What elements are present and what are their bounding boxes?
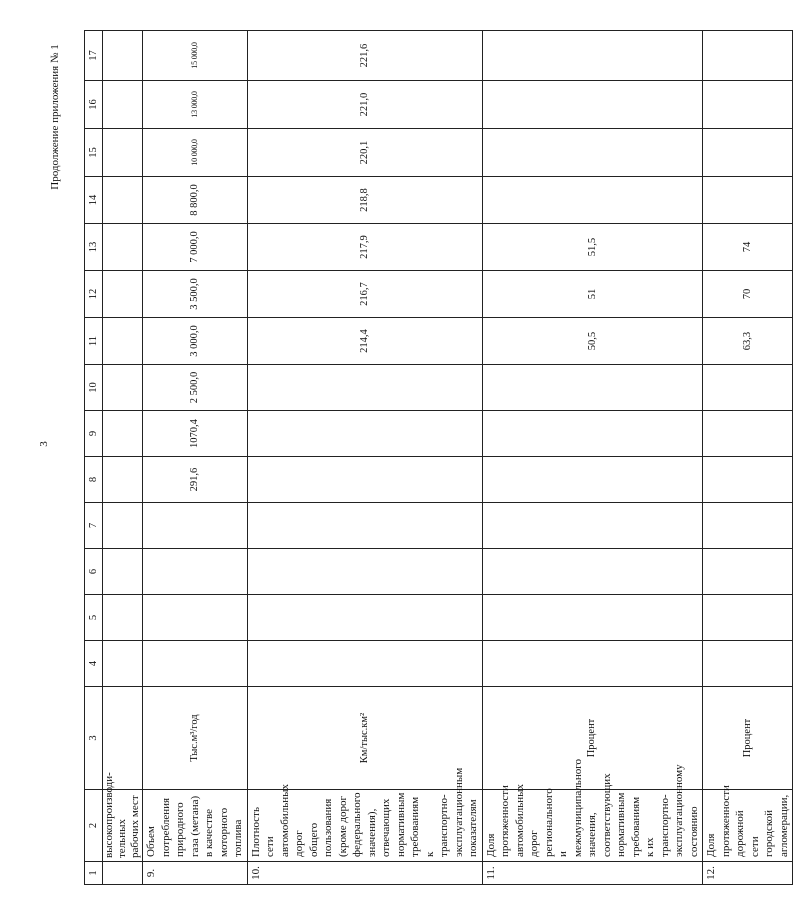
indicator-name: Доля протяженности дорожной сети городской агломерации, bbox=[703, 790, 793, 862]
value-cell: 3 500,0 bbox=[143, 271, 248, 318]
row-number: 11. bbox=[482, 862, 703, 885]
value-cell bbox=[103, 411, 143, 457]
value-cell bbox=[482, 411, 703, 457]
header-cell: 2 bbox=[85, 790, 103, 862]
value-cell bbox=[482, 457, 703, 503]
value-cell bbox=[703, 549, 793, 595]
value-cell bbox=[103, 549, 143, 595]
value-cell: 7 000,0 bbox=[143, 224, 248, 271]
value-cell bbox=[482, 549, 703, 595]
row-number: 10. bbox=[247, 862, 482, 885]
value-cell bbox=[103, 318, 143, 365]
value-cell: 291,6 bbox=[143, 457, 248, 503]
value-cell: 221,6 bbox=[247, 31, 482, 81]
value-cell bbox=[247, 365, 482, 411]
value-cell bbox=[103, 177, 143, 224]
value-cell: 15 000,0 bbox=[143, 31, 248, 81]
value-cell: 218,8 bbox=[247, 177, 482, 224]
header-cell: 12 bbox=[85, 271, 103, 318]
value-cell bbox=[103, 31, 143, 81]
unit-cell: Процент bbox=[482, 687, 703, 790]
indicator-name: Объем потребления природного газа (метана) в качестве моторного топлива bbox=[143, 790, 248, 862]
indicator-name: Плотность сети автомобильных дорог общего пользования (кроме дорог федерального значения), отвечающих нормативным требованиям к транспортно-эксплуатационным показателям bbox=[247, 790, 482, 862]
value-cell bbox=[247, 641, 482, 687]
value-cell: 50,5 bbox=[482, 318, 703, 365]
value-cell bbox=[703, 365, 793, 411]
data-table bbox=[84, 30, 793, 885]
value-cell bbox=[703, 457, 793, 503]
value-cell bbox=[247, 503, 482, 549]
header-cell: 14 bbox=[85, 177, 103, 224]
header-cell: 3 bbox=[85, 687, 103, 790]
value-cell: 214,4 bbox=[247, 318, 482, 365]
value-cell bbox=[247, 549, 482, 595]
header-cell: 6 bbox=[85, 549, 103, 595]
appendix-caption: Продолжение приложения № 1 bbox=[49, 44, 61, 190]
value-cell bbox=[103, 641, 143, 687]
value-cell: 221,0 bbox=[247, 81, 482, 129]
value-cell: 3 000,0 bbox=[143, 318, 248, 365]
header-cell: 5 bbox=[85, 595, 103, 641]
value-cell: 51 bbox=[482, 271, 703, 318]
indicator-name: высокопроизводи-тельных рабочих мест bbox=[103, 790, 143, 862]
value-cell: 51,5 bbox=[482, 224, 703, 271]
value-cell bbox=[103, 595, 143, 641]
value-cell: 1070,4 bbox=[143, 411, 248, 457]
row-number: 9. bbox=[143, 862, 248, 885]
value-cell: 216,7 bbox=[247, 271, 482, 318]
value-cell bbox=[482, 129, 703, 177]
table-row bbox=[703, 31, 793, 885]
value-cell bbox=[703, 595, 793, 641]
value-cell bbox=[703, 81, 793, 129]
value-cell bbox=[103, 81, 143, 129]
table-row bbox=[103, 31, 143, 885]
header-cell: 8 bbox=[85, 457, 103, 503]
value-cell bbox=[482, 31, 703, 81]
value-cell bbox=[143, 549, 248, 595]
value-cell bbox=[103, 129, 143, 177]
value-cell bbox=[247, 457, 482, 503]
value-cell bbox=[482, 503, 703, 549]
header-cell: 17 bbox=[85, 31, 103, 81]
value-cell: 10 000,0 bbox=[143, 129, 248, 177]
value-cell: 74 bbox=[703, 224, 793, 271]
header-cell: 7 bbox=[85, 503, 103, 549]
header-cell: 10 bbox=[85, 365, 103, 411]
value-cell: 8 800,0 bbox=[143, 177, 248, 224]
value-cell bbox=[103, 365, 143, 411]
header-cell: 11 bbox=[85, 318, 103, 365]
header-cell: 15 bbox=[85, 129, 103, 177]
value-cell bbox=[703, 129, 793, 177]
value-cell bbox=[703, 411, 793, 457]
unit-cell: Км/тыс.км² bbox=[247, 687, 482, 790]
value-cell: 13 000,0 bbox=[143, 81, 248, 129]
table-container bbox=[84, 30, 790, 885]
unit-cell: Процент bbox=[703, 687, 793, 790]
value-cell bbox=[703, 177, 793, 224]
table-row bbox=[482, 31, 703, 885]
table-row bbox=[143, 31, 248, 885]
row-number bbox=[103, 862, 143, 885]
value-cell bbox=[103, 503, 143, 549]
value-cell: 217,9 bbox=[247, 224, 482, 271]
header-cell: 4 bbox=[85, 641, 103, 687]
value-cell bbox=[703, 31, 793, 81]
value-cell bbox=[482, 595, 703, 641]
value-cell: 70 bbox=[703, 271, 793, 318]
value-cell bbox=[103, 457, 143, 503]
value-cell bbox=[143, 641, 248, 687]
value-cell bbox=[103, 224, 143, 271]
value-cell: 2 500,0 bbox=[143, 365, 248, 411]
value-cell bbox=[482, 81, 703, 129]
header-cell: 9 bbox=[85, 411, 103, 457]
value-cell: 63,3 bbox=[703, 318, 793, 365]
table-row bbox=[247, 31, 482, 885]
value-cell bbox=[703, 641, 793, 687]
value-cell bbox=[482, 641, 703, 687]
page-number: 3 bbox=[38, 441, 50, 447]
value-cell bbox=[482, 365, 703, 411]
indicator-name: Доля протяженности автомобильных дорог регионального и межмуниципального значения, соответствующих нормативным требованиям к их транспортно-эксплуатационному состоянию bbox=[482, 790, 703, 862]
value-cell: 220,1 bbox=[247, 129, 482, 177]
unit-cell: Тыс.м³/год bbox=[143, 687, 248, 790]
header-cell: 1 bbox=[85, 862, 103, 885]
value-cell bbox=[103, 271, 143, 318]
value-cell bbox=[143, 595, 248, 641]
value-cell bbox=[247, 411, 482, 457]
row-number: 12. bbox=[703, 862, 793, 885]
table-header-row bbox=[85, 31, 103, 885]
value-cell bbox=[703, 503, 793, 549]
value-cell bbox=[247, 595, 482, 641]
header-cell: 16 bbox=[85, 81, 103, 129]
header-cell: 13 bbox=[85, 224, 103, 271]
value-cell bbox=[143, 503, 248, 549]
value-cell bbox=[482, 177, 703, 224]
